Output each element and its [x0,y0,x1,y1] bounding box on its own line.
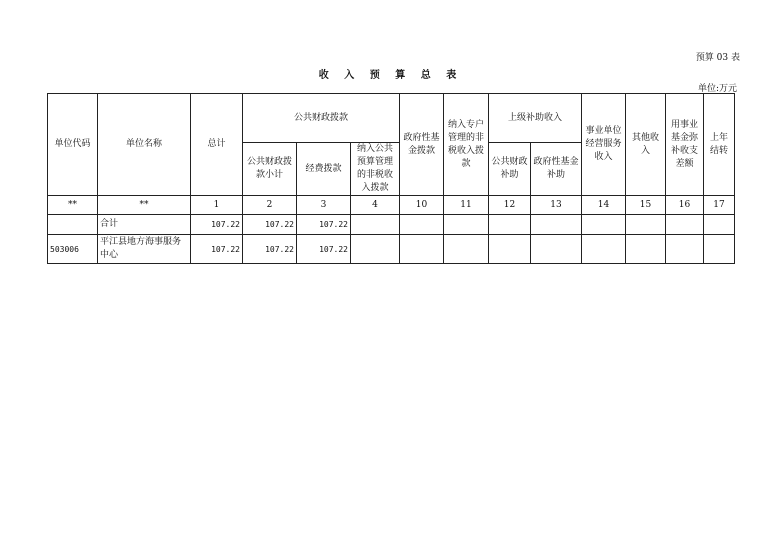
cell-unit-code: 503006 [48,235,98,264]
index-cell: 4 [351,196,400,215]
index-cell: 14 [582,196,626,215]
header-business-fund-deficit: 用事业基金弥补收支差额 [666,94,704,196]
header-unit-code: 单位代码 [48,94,98,196]
table-row [48,215,735,235]
empty-cell [444,215,489,235]
column-index-row [48,196,735,215]
header-public-finance-subtotal: 公共财政拨款小计 [243,143,297,196]
header-gov-fund: 政府性基金拨款 [400,94,444,196]
cell-public-finance-subtotal: 107.22 [243,215,297,235]
empty-cell [531,235,582,264]
header-total: 总计 [191,94,243,196]
empty-cell [351,235,400,264]
cell-total: 107.22 [191,235,243,264]
unit-label: 单位:万元 [697,84,737,94]
header-carryover: 上年结转 [704,94,735,196]
index-cell: 13 [531,196,582,215]
index-cell: 2 [243,196,297,215]
empty-cell [351,215,400,235]
header-row-1 [48,94,735,143]
header-business-income: 事业单位经营服务收入 [582,94,626,196]
header-public-finance: 公共财政拨款 [243,94,400,143]
index-cell: ** [98,196,191,215]
header-unit-name: 单位名称 [98,94,191,196]
empty-cell [626,235,666,264]
empty-cell [489,235,531,264]
cell-operating-funds: 107.22 [297,215,351,235]
index-cell: 17 [704,196,735,215]
cell-unit-name: 合计 [98,215,191,235]
empty-cell [666,215,704,235]
empty-cell [489,215,531,235]
index-cell: 1 [191,196,243,215]
empty-cell [582,235,626,264]
header-public-finance-subsidy: 公共财政补助 [489,143,531,196]
cell-public-finance-subtotal: 107.22 [243,235,297,264]
empty-cell [531,215,582,235]
cell-unit-code [48,215,98,235]
index-cell: 12 [489,196,531,215]
header-other-income: 其他收入 [626,94,666,196]
empty-cell [704,215,735,235]
empty-cell [400,235,444,264]
index-cell: ** [48,196,98,215]
empty-cell [400,215,444,235]
empty-cell [582,215,626,235]
cell-total: 107.22 [191,215,243,235]
income-budget-table [47,93,735,264]
header-superior-subsidy: 上级补助收入 [489,94,582,143]
page-title: 收 入 预 算 总 表 [318,70,463,81]
header-nontax-in-budget: 纳入公共预算管理的非税收入拨款 [351,143,400,196]
empty-cell [704,235,735,264]
empty-cell [626,215,666,235]
index-cell: 3 [297,196,351,215]
index-cell: 16 [666,196,704,215]
cell-unit-name: 平江县地方海事服务中心 [98,235,191,264]
index-cell: 15 [626,196,666,215]
table-row [48,235,735,264]
cell-operating-funds: 107.22 [297,235,351,264]
empty-cell [666,235,704,264]
form-number: 预算 03 表 [695,53,740,63]
header-operating-funds: 经费拨款 [297,143,351,196]
header-special-nontax: 纳入专户管理的非税收入拨款 [444,94,489,196]
empty-cell [444,235,489,264]
index-cell: 11 [444,196,489,215]
header-gov-fund-subsidy: 政府性基金补助 [531,143,582,196]
index-cell: 10 [400,196,444,215]
